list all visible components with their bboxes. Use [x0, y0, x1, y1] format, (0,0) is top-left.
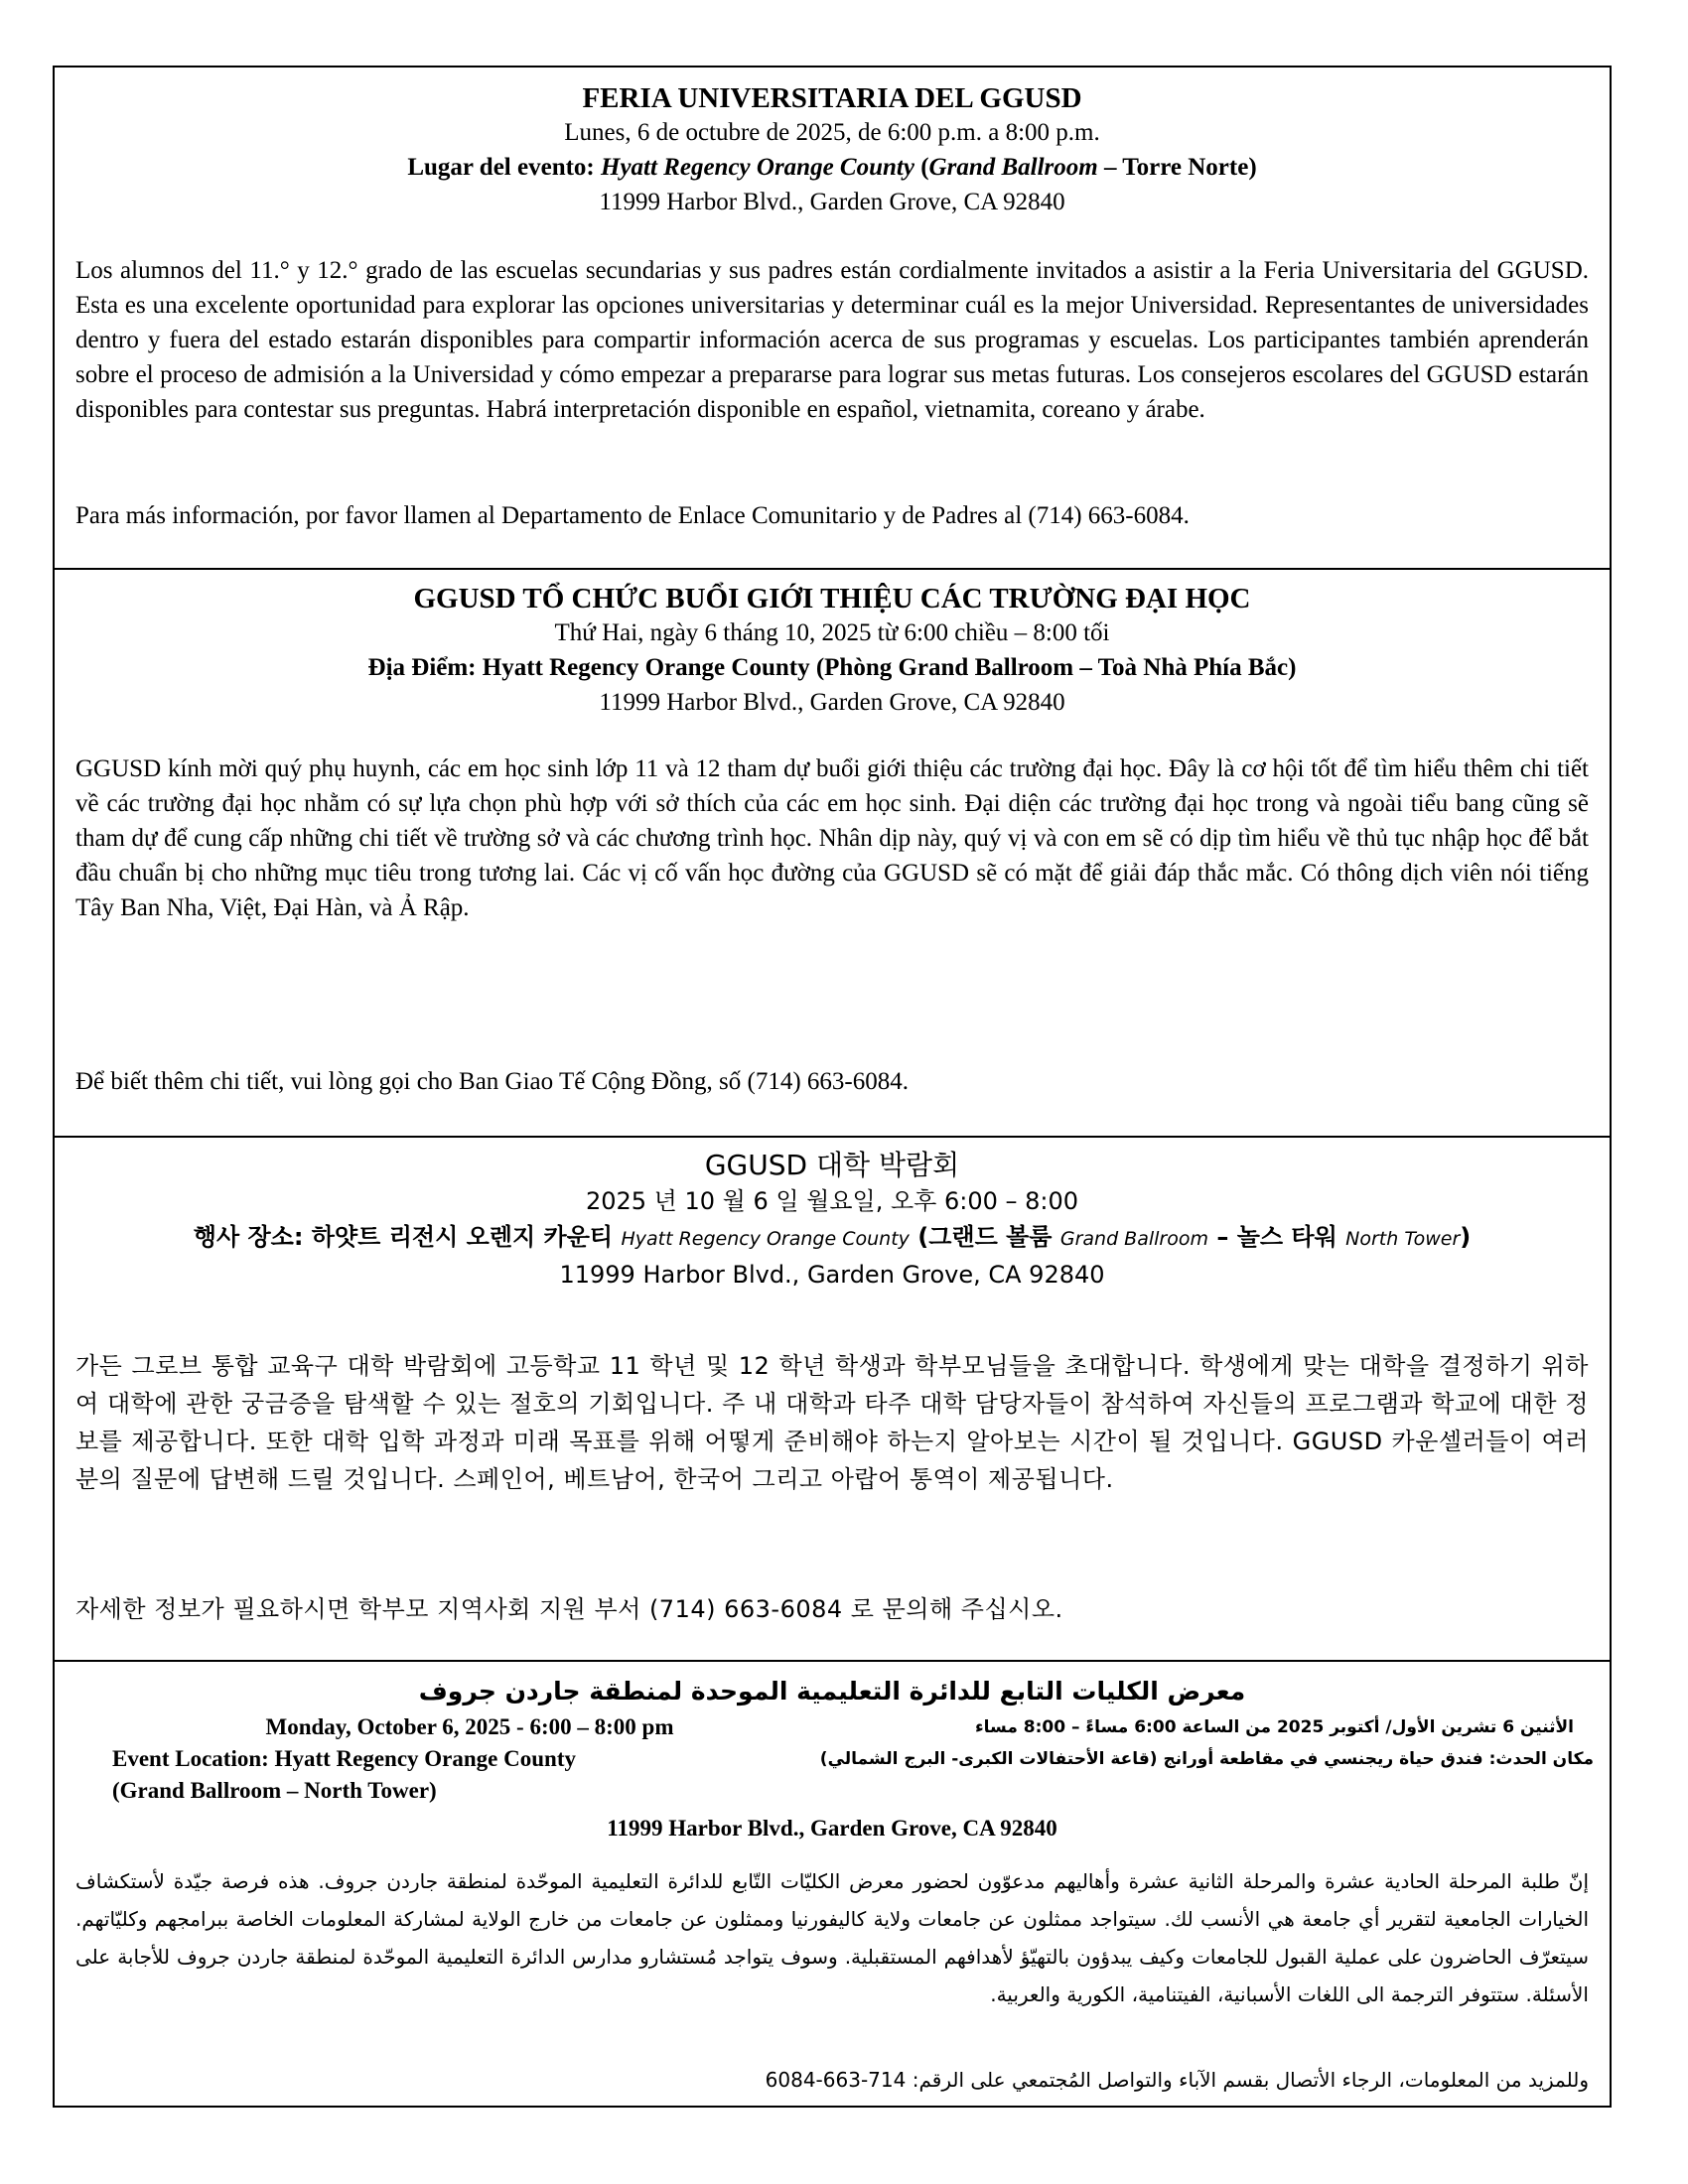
vietnamese-date: Thứ Hai, ngày 6 tháng 10, 2025 từ 6:00 chiều – 8:00 tối — [554, 619, 1110, 646]
english-location-line-2: (Grand Ballroom – North Tower) — [112, 1778, 437, 1803]
korean-paragraph: 가든 그로브 통합 교육구 대학 박람회에 고등학교 11 학년 및 12 학년 학생과 학부모님들을 초대합니다. 학생에게 맞는 대학을 결정하기 위하여 대학에 관한 궁금증을 탐색할 수 있는 절호의 기회입니다. 주 내 대학과 타주 대학 담당자들이 참석하여 자신들의 프로그램과 학교에 대한 정보를 제공합니다. 또한 대학 입학 과정과 미래 목표를 위해 어떻게 준비해야 하는지 알아보는 시간이 될 것입니다. GGUSD 카운셀러들이 여러분의 질문에 답변해 드릴 것입니다. 스페인어, 베트남어, 한국어 그리고 아랍어 통역이 제공됩니다. — [75, 1352, 1589, 1493]
korean-location — [55, 1219, 1610, 1257]
arabic-address: 11999 Harbor Blvd., Garden Grove, CA 92840 — [607, 1816, 1057, 1841]
vietnamese-contact: Để biết thêm chi tiết, vui lòng gọi cho Ban Giao Tế Cộng Đồng, số (714) 663-6084. — [75, 1068, 910, 1095]
english-date: Monday, October 6, 2025 - 6:00 – 8:00 pm — [265, 1714, 674, 1739]
korean-title: GGUSD 대학 박람회 — [704, 1149, 960, 1181]
korean-address: 11999 Harbor Blvd., Garden Grove, CA 92840 — [559, 1261, 1105, 1289]
spanish-title: FERIA UNIVERSITARIA DEL GGUSD — [582, 82, 1082, 114]
korean-section — [53, 1136, 1612, 1662]
spanish-location-room: Grand Ballroom — [928, 154, 1098, 181]
korean-date: 2025 년 10 월 6 일 월요일, 오후 6:00 – 8:00 — [585, 1187, 1079, 1215]
vietnamese-body — [75, 751, 1589, 925]
spanish-header — [55, 81, 1610, 219]
korean-location-room-en: Grand Ballroom — [1059, 1228, 1208, 1250]
vietnamese-title: GGUSD TỔ CHỨC BUỔI GIỚI THIỆU CÁC TRƯỜNG ĐẠI HỌC — [413, 583, 1251, 614]
arabic-contact-block — [75, 2061, 1589, 2099]
arabic-title: معرض الكليات التابع للدائرة التعليمية الموحدة لمنطقة جاردن جروف — [418, 1677, 1246, 1706]
spanish-section — [53, 66, 1612, 570]
korean-contact-block — [75, 1590, 1589, 1628]
arabic-body — [75, 1862, 1589, 2013]
spanish-location-paren: ( — [920, 154, 929, 181]
korean-location-label: 행사 장소: 하얏트 리전시 오렌지 카운티 — [193, 1223, 622, 1251]
arabic-paragraph: إنّ طلبة المرحلة الحادية عشرة والمرحلة الثانية عشرة وأهاليهم مدعوّون لحضور معرض الكليّات التّابع للدائرة التعليمية الموحّدة لمنطقة جاردن جروف. هذه فرصة جيّدة لأستكشاف الخيارات الجامعية لتقرير أي جامعة هي الأنسب لك. سيتواجد ممثلون عن جامعات ولاية كاليفورنيا وممثلون عن جامعات من خارج الولاية لمشاركة المعلومات الخاصة ببرامجهم وكليّاتهم. سيتعرّف الحاضرون على عملية القبول للجامعات وكيف يبدؤون بالتهيّؤ لأهدافهم المستقبلية. وسوف يتواجد مُستشارو مدارس الدائرة التعليمية الموحّدة لمنطقة جاردن جروف للأجابة على الأسئلة. ستتوفر الترجمة الى اللغات الأسبانية، الفيتنامية، الكورية والعربية. — [75, 1869, 1589, 2006]
spanish-paragraph: Los alumnos del 11.° y 12.° grado de las escuelas secundarias y sus padres están cordialmente invitados a asistir a la Feria Universitaria del GGUSD. Esta es una excelente oportunidad para explorar las opciones universitarias y determinar cuál es la mejor Universidad. Representantes de universidades dentro y fuera del estado estarán disponibles para compartir información acerca de sus programas y escuelas. Los participantes también aprenderán sobre el proceso de admisión a la Universidad y cómo empezar a prepararse para lograr sus metas futuras. Los consejeros escolares del GGUSD estarán disponibles para contestar sus preguntas. Habrá interpretación disponible en español, vietnamita, coreano y árabe. — [75, 257, 1589, 423]
korean-contact: 자세한 정보가 필요하시면 학부모 지역사회 지원 부서 (714) 663-6084 로 문의해 주십시오. — [75, 1595, 1063, 1623]
vietnamese-header — [55, 582, 1610, 720]
korean-location-room: (그랜드 볼룸 — [909, 1223, 1060, 1251]
vietnamese-address: 11999 Harbor Blvd., Garden Grove, CA 92840 — [599, 689, 1065, 716]
vietnamese-location: Địa Điểm: Hyatt Regency Orange County (Phòng Grand Ballroom – Toà Nhà Phía Bắc) — [367, 654, 1297, 681]
korean-location-close: ) — [1460, 1223, 1472, 1251]
spanish-body — [75, 253, 1589, 427]
vietnamese-paragraph: GGUSD kính mời quý phụ huynh, các em học sinh lớp 11 và 12 tham dự buổi giới thiệu các trường đại học. Đây là cơ hội tốt để tìm hiểu thêm chi tiết về các trường đại học nhằm có sự lựa chọn phù hợp với sở thích của các em học sinh. Đại diện các trường đại học trong và ngoài tiểu bang cũng sẽ tham dự để cung cấp những chi tiết về trường sở và các chương trình học. Nhân dịp này, quý vị và con em sẽ có dịp tìm hiểu về thủ tục nhập học để bắt đầu chuẩn bị cho những mục tiêu trong tương lai. Các vị cố vấn học đường của GGUSD sẽ có mặt để giải đáp thắc mắc. Có thông dịch viên nói tiếng Tây Ban Nha, Việt, Đại Hàn, và Ả Rập. — [75, 755, 1589, 921]
arabic-section — [53, 1660, 1612, 2108]
spanish-location-label: Lugar del evento: — [407, 154, 595, 181]
arabic-contact: وللمزيد من المعلومات، الرجاء الأتصال بقسم الآباء والتواصل المُجتمعي على الرقم: 714-663-6084 — [765, 2068, 1589, 2092]
spanish-location — [55, 150, 1610, 185]
spanish-location-venue: Hyatt Regency Orange County — [601, 154, 914, 181]
spanish-contact-block — [75, 498, 1589, 533]
korean-body — [75, 1347, 1589, 1498]
spanish-address: 11999 Harbor Blvd., Garden Grove, CA 92840 — [599, 189, 1065, 215]
arabic-location: مكان الحدث: فندق حياة ريجنسي في مقاطعة أورانج (قاعة الأحتفالات الكبرى- البرج الشمالي) — [819, 1749, 1594, 1769]
vietnamese-section — [53, 568, 1612, 1138]
spanish-location-tower: – Torre Norte) — [1097, 154, 1257, 181]
korean-location-venue: Hyatt Regency Orange County — [621, 1228, 910, 1250]
flyer-page — [53, 66, 1612, 2108]
arabic-date: الأثنين 6 تشرين الأول/ أكتوبر 2025 من الساعة 6:00 مساءً – 8:00 مساء — [974, 1717, 1574, 1737]
korean-location-tower: – 놀스 타워 — [1207, 1223, 1346, 1251]
korean-header — [55, 1148, 1610, 1293]
spanish-contact: Para más información, por favor llamen al Departamento de Enlace Comunitario y de Padres al (714) 663-6084. — [75, 502, 1190, 529]
vietnamese-contact-block — [75, 1064, 1589, 1099]
spanish-date: Lunes, 6 de octubre de 2025, de 6:00 p.m. a 8:00 p.m. — [564, 119, 1100, 146]
english-location-line-1: Event Location: Hyatt Regency Orange County — [112, 1746, 576, 1771]
korean-location-tower-en: North Tower — [1345, 1228, 1461, 1250]
